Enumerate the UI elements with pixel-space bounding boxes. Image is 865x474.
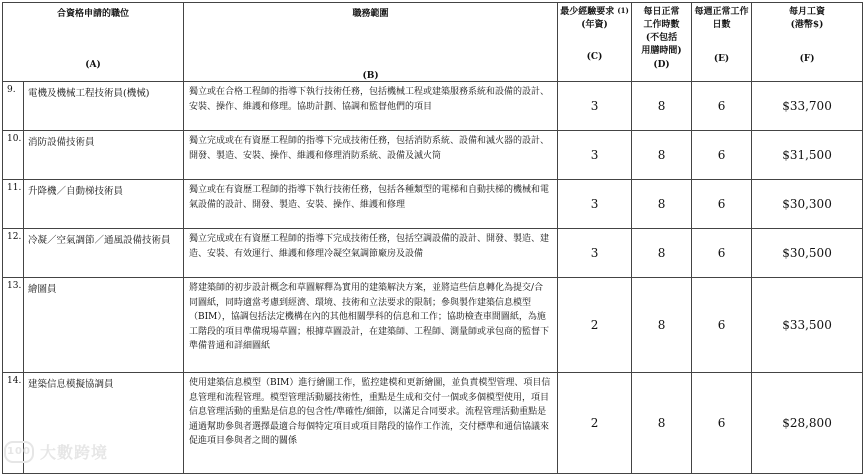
job-scope: 獨立完成或在有資歷工程師的指導下完成技術任務，包括空調設備的設計、開發、製造、建造、安裝、有效運行、維護和修理冷凝空氣調節廠房及設備 — [184, 229, 558, 278]
experience-years: 2 — [558, 278, 632, 373]
position-title: 冷凝／空氣調節／通風設備技術員 — [24, 229, 184, 278]
weekly-days: 6 — [692, 278, 752, 373]
table-row — [3, 82, 863, 131]
header-experience: 最少經驗要求 $^{(1)}$ (年資) (C) — [558, 3, 632, 82]
monthly-wage: $33,700 — [752, 82, 863, 131]
experience-years: 3 — [558, 229, 632, 278]
watermark-text: 大數跨境 — [40, 443, 109, 462]
table-row — [3, 278, 863, 373]
row-number: 10. — [3, 131, 24, 180]
row-number: 13. — [3, 278, 24, 373]
position-title: 建築信息模擬協調員 — [24, 373, 184, 474]
daily-hours: 8 — [632, 180, 692, 229]
job-scope: 使用建築信息模型（BIM）進行繪圖工作，監控建模和更新繪圖，並負責模型管理、項目信息管理和流程管理。模型管理活動屬技術性，重點是生成和交付一個或多個模型使用，項目信息管理活動的重點是信息的包含性/準確性/細節，以滿足合同要求。流程管理活動重點是通過幫助參與者選擇最適合每個特定項目或項目階段的協作工作流，交付標準和通信協議來促進項目參與者之間的關係 — [184, 373, 558, 474]
table-row — [3, 229, 863, 278]
weekly-days: 6 — [692, 131, 752, 180]
experience-years: 3 — [558, 180, 632, 229]
header-position: 合資格申請的職位 (A) — [3, 3, 184, 82]
job-scope: 獨立或在有資歷工程師的指導下執行技術任務，包括各種類型的電梯和自動扶梯的機械和電氣設備的設計、開發、製造、安裝、操作、維護和修理 — [184, 180, 558, 229]
row-number: 11. — [3, 180, 24, 229]
experience-years: 2 — [558, 373, 632, 474]
header-wage: 每月工資 (港幣$) (F) — [752, 3, 863, 82]
header-hours: 每日正常 工作時數 (不包括 用膳時間) (D) — [632, 3, 692, 82]
daily-hours: 8 — [632, 229, 692, 278]
row-number: 14. — [3, 373, 24, 474]
position-title: 升降機／自動梯技術員 — [24, 180, 184, 229]
row-number: 12. — [3, 229, 24, 278]
position-title: 電機及機械工程技術員(機械) — [24, 82, 184, 131]
watermark-logo: 100 — [4, 441, 34, 463]
weekly-days: 6 — [692, 373, 752, 474]
header-scope: 職務範圍 (B) — [184, 3, 558, 82]
position-title: 繪圖員 — [24, 278, 184, 373]
watermark — [4, 440, 108, 463]
monthly-wage: $30,500 — [752, 229, 863, 278]
weekly-days: 6 — [692, 229, 752, 278]
job-scope: 獨立完成或在有資歷工程師的指導下完成技術任務，包括消防系統、設備和滅火器的設計、開發、製造、安裝、操作、維護和修理消防系統、設備及滅火筒 — [184, 131, 558, 180]
experience-years: 3 — [558, 82, 632, 131]
experience-years: 3 — [558, 131, 632, 180]
table-row — [3, 373, 863, 474]
position-title: 消防設備技術員 — [24, 131, 184, 180]
daily-hours: 8 — [632, 278, 692, 373]
monthly-wage: $30,300 — [752, 180, 863, 229]
monthly-wage: $31,500 — [752, 131, 863, 180]
weekly-days: 6 — [692, 180, 752, 229]
daily-hours: 8 — [632, 373, 692, 474]
header-days: 每週正常工作 日數 (E) — [692, 3, 752, 82]
monthly-wage: $33,500 — [752, 278, 863, 373]
header-row — [3, 3, 863, 82]
daily-hours: 8 — [632, 131, 692, 180]
job-scope: 將建築師的初步設計概念和草圖解釋為實用的建築解決方案，並將這些信息轉化為提交/合同圖紙，同時適當考慮到經濟、環境、技術和立法要求的限制；參與製作建築信息模型（BIM），協調包括法定機構在內的其他相關學科的信息和工作；協助檢查車間圖紙，為施工階段的項目準備現場草圖；根據草圖設計，在建築師、工程師、測量師或承包商的監督下準備普通和詳細圖紙 — [184, 278, 558, 373]
table-row — [3, 131, 863, 180]
job-scope: 獨立或在合格工程師的指導下執行技術任務，包括機械工程或建築服務系統和設備的設計、安裝、操作、維護和修理。協助計劃、協調和監督他們的項目 — [184, 82, 558, 131]
job-table — [2, 2, 863, 474]
table-row — [3, 180, 863, 229]
weekly-days: 6 — [692, 82, 752, 131]
daily-hours: 8 — [632, 82, 692, 131]
row-number: 9. — [3, 82, 24, 131]
monthly-wage: $28,800 — [752, 373, 863, 474]
